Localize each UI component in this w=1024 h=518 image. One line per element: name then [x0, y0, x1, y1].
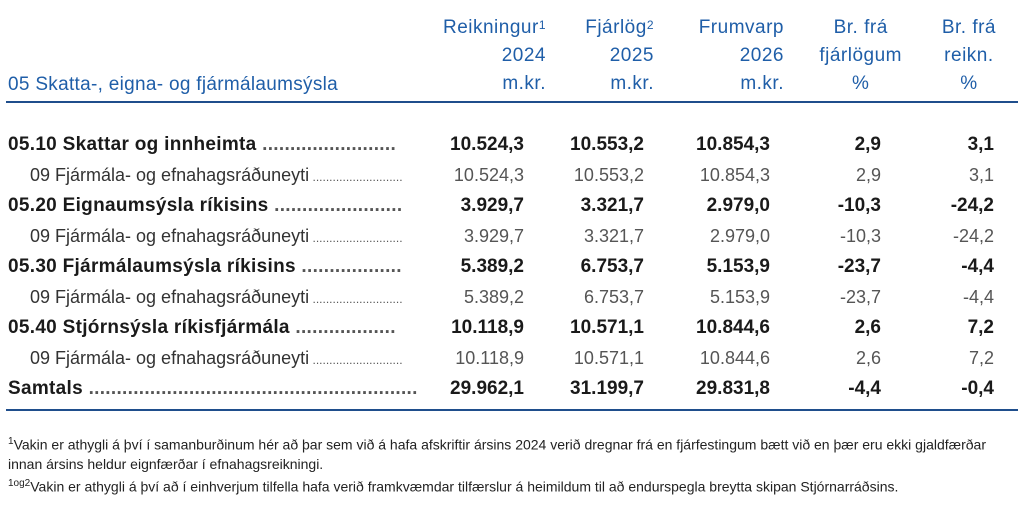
cell-value: 10.854,3: [696, 134, 770, 155]
column-header-frumvarp: Frumvarp 2026 m.kr.: [698, 17, 784, 94]
cell-value: 10.571,1: [573, 347, 644, 368]
cell-value: 3,1: [968, 164, 994, 185]
cell-value: 3.321,7: [583, 225, 644, 246]
table-row: [0, 344, 1024, 375]
cell-value: -24,2: [952, 225, 994, 246]
row-label: 09 Fjármála- og efnahagsráðuneyti ...........................: [30, 347, 403, 368]
cell-value: 10.118,9: [451, 317, 524, 338]
cell-value: 5.153,9: [706, 256, 770, 277]
row-label: 09 Fjármála- og efnahagsráðuneyti ...........................: [30, 286, 403, 307]
cell-value: -0,4: [961, 378, 994, 399]
table-row: [0, 191, 1024, 222]
cell-value: 3.929,7: [460, 195, 524, 216]
cell-value: -4,4: [962, 286, 994, 307]
cell-value: 29.831,8: [696, 378, 770, 399]
cell-value: 2,9: [854, 134, 881, 155]
cell-value: -4,4: [961, 256, 994, 277]
table-body: [0, 130, 1024, 405]
cell-value: 10.844,6: [696, 317, 770, 338]
cell-value: 10.524,3: [450, 134, 524, 155]
cell-value: 10.553,2: [570, 134, 644, 155]
row-label: 09 Fjármála- og efnahagsráðuneyti ...........................: [30, 225, 403, 246]
column-header-fjarlog: Fjárlög$^2$ 2025 m.kr.: [585, 17, 654, 94]
column-header-br-fjarlogum: Br. frá fjárlögum %: [819, 17, 902, 94]
cell-value: -4,4: [848, 378, 881, 399]
column-header-reikningur: Reikningur$^1$ 2024 m.kr.: [442, 17, 546, 94]
footnotes: [8, 432, 1020, 496]
table-row: [0, 374, 1024, 405]
cell-value: 3,1: [967, 134, 994, 155]
row-label: 09 Fjármála- og efnahagsráðuneyti ...........................: [30, 164, 403, 185]
cell-value: 2.979,0: [706, 195, 770, 216]
cell-value: 2,6: [855, 347, 881, 368]
row-label: 05.10 Skattar og innheimta ........................: [8, 134, 397, 155]
cell-value: 10.553,2: [573, 164, 644, 185]
row-label: 05.30 Fjármálaumsýsla ríkisins ..................: [8, 256, 402, 277]
cell-value: 7,2: [967, 317, 994, 338]
footnote-1: $^1$Vakin er athygli á því í samanburðinum hér að þar sem við á hafa afskriftir ársins 2024 verið dregnar frá en fjárfestingum bætt við en þær eru ekki gjaldfærðar innan ársins heldur eignfærðar í efnahagsreikningi.: [8, 436, 986, 472]
cell-value: -23,7: [837, 256, 881, 277]
cell-value: 29.962,1: [450, 378, 524, 399]
cell-value: -24,2: [950, 195, 994, 216]
cell-value: -10,3: [837, 195, 881, 216]
cell-value: 31.199,7: [570, 378, 644, 399]
column-header-br-reikn: Br. frá reikn. %: [941, 17, 996, 94]
cell-value: 10.844,6: [699, 347, 770, 368]
cell-value: 6.753,7: [580, 256, 644, 277]
cell-value: 10.854,3: [699, 164, 770, 185]
cell-value: 7,2: [968, 347, 994, 368]
bottom-rule: [6, 409, 1018, 411]
table-row: [0, 283, 1024, 314]
table-row: [0, 252, 1024, 283]
row-label: 05.20 Eignaumsýsla ríkisins .......................: [8, 195, 403, 216]
cell-value: 5.389,2: [460, 256, 524, 277]
table-row: [0, 222, 1024, 253]
cell-value: 3.929,7: [463, 225, 524, 246]
cell-value: 10.571,1: [570, 317, 644, 338]
footnote-2: $^{1og2}$Vakin er athygli á því að í einhverjum tilfella hafa verið framkvæmdar tilfærslur á heimildum til að endurspegla breytta skipan Stjórnarráðsins.: [8, 477, 899, 495]
table-title: 05 Skatta-, eigna- og fjármálaumsýsla: [8, 74, 339, 95]
cell-value: -23,7: [839, 286, 881, 307]
cell-value: 6.753,7: [583, 286, 644, 307]
cell-value: 10.524,3: [453, 164, 524, 185]
header-rule: [6, 101, 1018, 103]
table-row: [0, 313, 1024, 344]
cell-value: 5.389,2: [463, 286, 524, 307]
cell-value: 2.979,0: [709, 225, 770, 246]
cell-value: 5.153,9: [709, 286, 770, 307]
cell-value: 2,9: [855, 164, 881, 185]
cell-value: -10,3: [839, 225, 881, 246]
table-header: [0, 14, 1024, 100]
table-row: [0, 161, 1024, 192]
cell-value: 3.321,7: [580, 195, 644, 216]
table-row: [0, 130, 1024, 161]
cell-value: 2,6: [854, 317, 881, 338]
row-label: 05.40 Stjórnsýsla ríkisfjármála ..................: [8, 317, 396, 338]
cell-value: 10.118,9: [455, 347, 524, 368]
row-label: Samtals ...........................................................: [8, 378, 418, 399]
